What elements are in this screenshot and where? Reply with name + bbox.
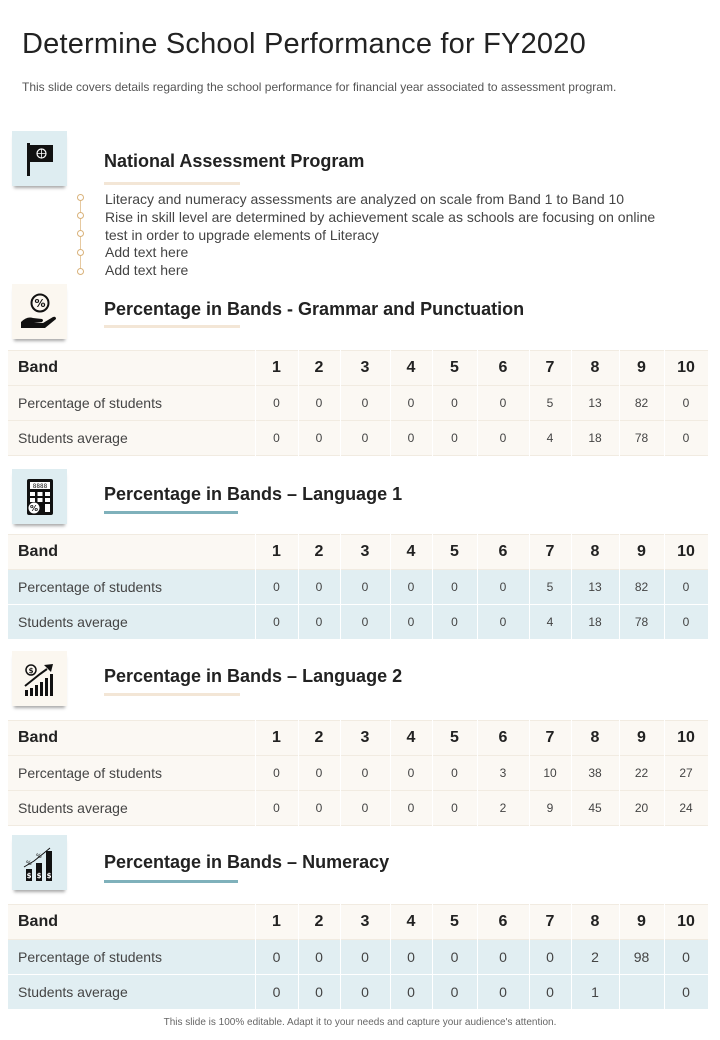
- table-cell: 0: [340, 975, 390, 1010]
- table-cell: 13: [571, 570, 619, 605]
- language2-table: [8, 720, 709, 826]
- row-label: Students average: [8, 791, 255, 826]
- table-cell: 18: [571, 421, 619, 456]
- band-header: 9: [619, 351, 664, 386]
- svg-text:%: %: [25, 859, 32, 867]
- band-header: 3: [340, 535, 390, 570]
- band-header: 10: [664, 905, 708, 940]
- table-cell: 0: [432, 386, 477, 421]
- table-row: [8, 791, 708, 826]
- band-header: 2: [298, 351, 340, 386]
- svg-text:%: %: [33, 296, 46, 310]
- band-header: 1: [255, 905, 298, 940]
- table-cell: 0: [432, 570, 477, 605]
- band-header: 7: [529, 351, 571, 386]
- table-cell: 0: [477, 605, 529, 640]
- grammar-table: [8, 350, 709, 456]
- table-cell: 0: [529, 975, 571, 1010]
- table-cell: 0: [255, 975, 298, 1010]
- table-cell: 38: [571, 756, 619, 791]
- band-header: 4: [390, 535, 432, 570]
- program-icon-box: [12, 131, 67, 186]
- timeline-dot: [77, 249, 84, 256]
- band-header: 10: [664, 351, 708, 386]
- table-row: [8, 605, 708, 640]
- svg-text:$: $: [36, 871, 41, 880]
- footer-note: This slide is 100% editable. Adapt it to your needs and capture your audience's attention.: [163, 1017, 557, 1028]
- table-cell: 0: [298, 570, 340, 605]
- table-cell: 0: [340, 940, 390, 975]
- table-cell: 0: [432, 421, 477, 456]
- table-cell: 0: [664, 975, 708, 1010]
- table-cell: 24: [664, 791, 708, 826]
- bullet-item: Rise in skill level are determined by achievement scale as schools are focusing on online test in order to upgrade elements of Literacy: [105, 208, 656, 243]
- band-header: 6: [477, 535, 529, 570]
- band-header: 3: [340, 351, 390, 386]
- band-header: 2: [298, 905, 340, 940]
- table-cell: 0: [390, 975, 432, 1010]
- table-cell: 9: [529, 791, 571, 826]
- table-cell: 0: [477, 386, 529, 421]
- header-cell: Band: [8, 535, 255, 570]
- numeracy-underline: [104, 880, 238, 883]
- header-cell: Band: [8, 721, 255, 756]
- table-cell: 0: [477, 421, 529, 456]
- table-cell: 0: [477, 570, 529, 605]
- table-cell: 0: [340, 386, 390, 421]
- table-cell: 1: [571, 975, 619, 1010]
- table-header-row: [8, 535, 708, 570]
- calculator-icon: [23, 477, 57, 517]
- band-header: 5: [432, 535, 477, 570]
- table-cell: 20: [619, 791, 664, 826]
- table-cell: 0: [390, 791, 432, 826]
- hand-percent-icon: [18, 292, 62, 332]
- table-cell: 0: [390, 756, 432, 791]
- table-cell: 78: [619, 421, 664, 456]
- svg-text:$: $: [28, 666, 33, 675]
- table-cell: 82: [619, 570, 664, 605]
- band-header: 6: [477, 905, 529, 940]
- language1-underline: [104, 511, 238, 514]
- row-label: Percentage of students: [8, 940, 255, 975]
- band-header: 4: [390, 351, 432, 386]
- table-cell: 5: [529, 386, 571, 421]
- table-header-row: [8, 905, 708, 940]
- table-cell: 0: [390, 421, 432, 456]
- table-cell: 13: [571, 386, 619, 421]
- table-cell: 0: [255, 421, 298, 456]
- growth-chart-icon: [20, 659, 60, 699]
- page-subtitle: This slide covers details regarding the school performance for financial year associated to assessment program.: [22, 80, 617, 94]
- table-cell: 45: [571, 791, 619, 826]
- table-cell: 10: [529, 756, 571, 791]
- table-cell: [619, 975, 664, 1010]
- table-cell: 22: [619, 756, 664, 791]
- table-header-row: [8, 721, 708, 756]
- table-cell: 0: [298, 605, 340, 640]
- table-cell: 0: [390, 940, 432, 975]
- svg-text:$: $: [26, 871, 31, 880]
- table-row: [8, 570, 708, 605]
- band-header: 1: [255, 721, 298, 756]
- table-cell: 78: [619, 605, 664, 640]
- table-cell: 0: [255, 386, 298, 421]
- table-row: [8, 975, 708, 1010]
- table-cell: 0: [432, 940, 477, 975]
- page-title: Determine School Performance for FY2020: [22, 28, 586, 60]
- table-cell: 0: [255, 791, 298, 826]
- bar-dollar-icon: [20, 841, 60, 885]
- row-label: Percentage of students: [8, 386, 255, 421]
- table-cell: 0: [340, 421, 390, 456]
- band-header: 5: [432, 721, 477, 756]
- table-cell: 0: [340, 791, 390, 826]
- table-cell: 0: [298, 421, 340, 456]
- table-cell: 5: [529, 570, 571, 605]
- numeracy-icon-box: [12, 835, 67, 890]
- table-cell: 27: [664, 756, 708, 791]
- table-cell: 82: [619, 386, 664, 421]
- table-cell: 0: [664, 421, 708, 456]
- band-header: 8: [571, 905, 619, 940]
- table-cell: 0: [432, 975, 477, 1010]
- table-cell: 0: [255, 756, 298, 791]
- table-cell: 0: [477, 975, 529, 1010]
- band-header: 8: [571, 535, 619, 570]
- band-header: 8: [571, 721, 619, 756]
- program-bullets: [105, 191, 665, 280]
- band-header: 3: [340, 905, 390, 940]
- table-cell: 0: [390, 570, 432, 605]
- band-header: 6: [477, 351, 529, 386]
- table-cell: 0: [664, 940, 708, 975]
- header-cell: Band: [8, 351, 255, 386]
- grammar-underline: [104, 325, 240, 328]
- table-cell: 0: [477, 940, 529, 975]
- band-header: 9: [619, 535, 664, 570]
- program-title: National Assessment Program: [104, 151, 365, 171]
- band-header: 10: [664, 721, 708, 756]
- band-header: 10: [664, 535, 708, 570]
- band-header: 5: [432, 905, 477, 940]
- band-header: 8: [571, 351, 619, 386]
- band-header: 5: [432, 351, 477, 386]
- svg-text:%: %: [35, 852, 42, 860]
- table-cell: 2: [571, 940, 619, 975]
- band-header: 9: [619, 721, 664, 756]
- table-cell: 0: [298, 386, 340, 421]
- numeracy-title: Percentage in Bands – Numeracy: [104, 852, 390, 872]
- table-cell: 0: [255, 940, 298, 975]
- table-cell: 0: [664, 386, 708, 421]
- bullet-item: Add text here: [105, 244, 189, 261]
- program-underline: [104, 182, 240, 185]
- table-row: [8, 386, 708, 421]
- row-label: Students average: [8, 605, 255, 640]
- table-cell: 0: [529, 940, 571, 975]
- band-header: 9: [619, 905, 664, 940]
- table-cell: 0: [432, 605, 477, 640]
- table-cell: 0: [340, 756, 390, 791]
- band-header: 1: [255, 535, 298, 570]
- band-header: 7: [529, 535, 571, 570]
- table-cell: 0: [255, 570, 298, 605]
- table-cell: 4: [529, 421, 571, 456]
- table-header-row: [8, 351, 708, 386]
- calculator-display: 8888: [32, 482, 47, 490]
- band-header: 4: [390, 905, 432, 940]
- band-header: 7: [529, 905, 571, 940]
- table-cell: 0: [298, 791, 340, 826]
- table-row: [8, 421, 708, 456]
- band-header: 1: [255, 351, 298, 386]
- language1-title: Percentage in Bands – Language 1: [104, 484, 403, 504]
- table-cell: 0: [664, 605, 708, 640]
- language2-icon-box: [12, 651, 67, 706]
- grammar-icon-box: [12, 284, 67, 339]
- band-header: 2: [298, 535, 340, 570]
- row-label: Students average: [8, 975, 255, 1010]
- band-header: 3: [340, 721, 390, 756]
- table-cell: 18: [571, 605, 619, 640]
- flag-icon: [23, 140, 57, 178]
- numeracy-table: [8, 904, 709, 1010]
- table-cell: 0: [255, 605, 298, 640]
- band-header: 4: [390, 721, 432, 756]
- table-cell: 3: [477, 756, 529, 791]
- table-cell: 0: [432, 756, 477, 791]
- table-cell: 0: [664, 570, 708, 605]
- table-cell: 0: [298, 756, 340, 791]
- band-header: 2: [298, 721, 340, 756]
- band-header: 7: [529, 721, 571, 756]
- bullet-item: Add text here: [105, 262, 189, 279]
- table-cell: 0: [340, 570, 390, 605]
- language2-title: Percentage in Bands – Language 2: [104, 666, 403, 686]
- row-label: Students average: [8, 421, 255, 456]
- table-cell: 98: [619, 940, 664, 975]
- band-header: 6: [477, 721, 529, 756]
- table-cell: 0: [390, 386, 432, 421]
- timeline-dot: [77, 268, 84, 275]
- language1-icon-box: [12, 469, 67, 524]
- row-label: Percentage of students: [8, 570, 255, 605]
- header-cell: Band: [8, 905, 255, 940]
- table-row: [8, 756, 708, 791]
- grammar-title: Percentage in Bands - Grammar and Punctuation: [104, 299, 525, 319]
- table-row: [8, 940, 708, 975]
- table-cell: 0: [340, 605, 390, 640]
- svg-text:%: %: [29, 503, 38, 513]
- language2-underline: [104, 693, 240, 696]
- table-cell: 0: [390, 605, 432, 640]
- svg-text:$: $: [46, 871, 51, 880]
- table-cell: 0: [298, 975, 340, 1010]
- timeline-dot: [77, 212, 84, 219]
- table-cell: 0: [298, 940, 340, 975]
- row-label: Percentage of students: [8, 756, 255, 791]
- bullet-item: Literacy and numeracy assessments are analyzed on scale from Band 1 to Band 10: [105, 191, 625, 207]
- table-cell: 2: [477, 791, 529, 826]
- language1-table: [8, 534, 709, 640]
- table-cell: 4: [529, 605, 571, 640]
- table-cell: 0: [432, 791, 477, 826]
- timeline-dot: [77, 230, 84, 237]
- timeline-dot: [77, 194, 84, 201]
